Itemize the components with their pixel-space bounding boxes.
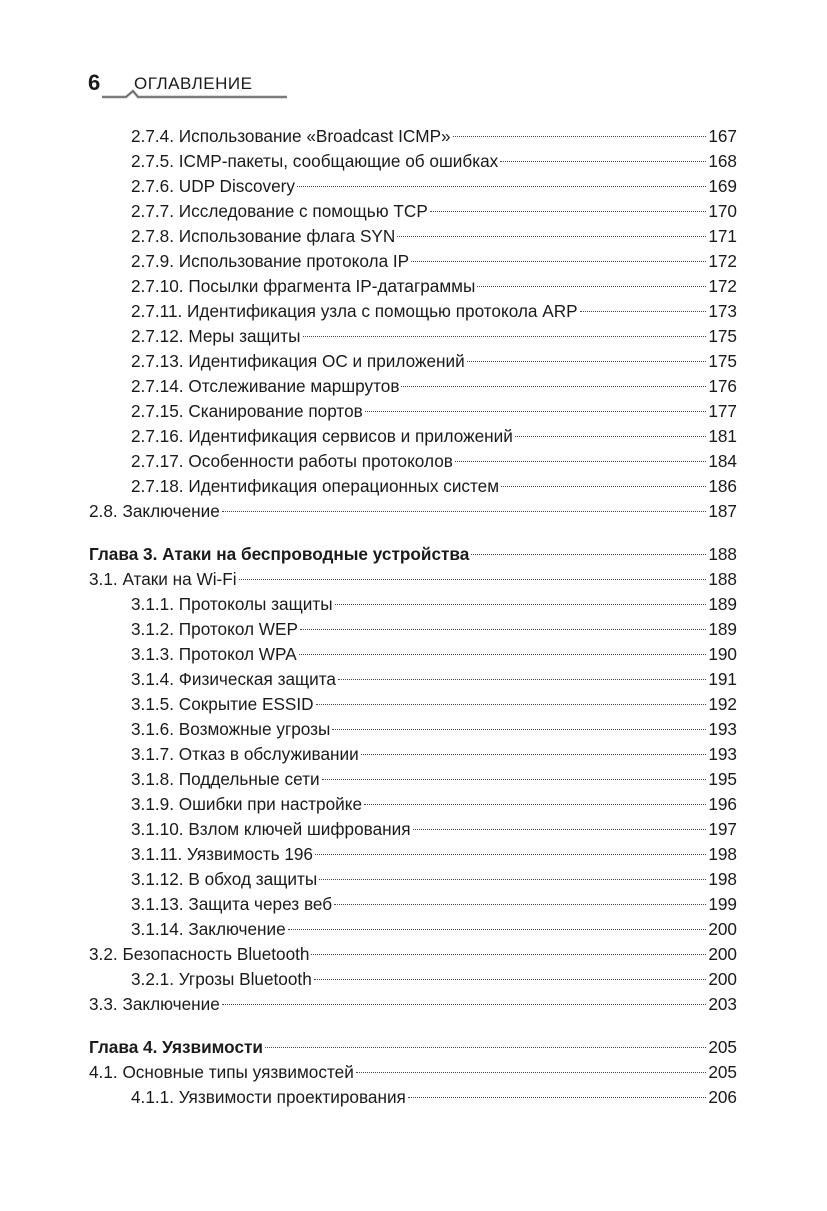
toc-entry-page: 177	[708, 401, 737, 421]
toc-leader-dots	[501, 486, 706, 487]
toc-entry-title: 2.7.14. Отслеживание маршрутов	[131, 376, 400, 396]
toc-entry-page: 169	[708, 176, 737, 196]
toc-entry	[89, 992, 737, 1017]
toc-entry	[89, 124, 737, 149]
toc-leader-dots	[338, 679, 706, 680]
toc-entry-page: 168	[708, 151, 737, 171]
toc-entry-page: 187	[708, 501, 737, 521]
toc-entry-title: 3.2. Безопасность Bluetooth	[89, 944, 310, 964]
toc-leader-dots	[316, 704, 707, 705]
toc-entry-page: 189	[708, 594, 737, 614]
toc-entry-page: 192	[708, 694, 737, 714]
toc-entry	[89, 742, 737, 767]
toc-leader-dots	[453, 136, 707, 137]
toc-leader-dots	[311, 954, 706, 955]
toc-leader-dots	[239, 579, 707, 580]
toc-entry-page: 205	[708, 1037, 737, 1057]
toc-entry-page: 172	[708, 276, 737, 296]
toc-entry	[89, 842, 737, 867]
toc-leader-dots	[455, 461, 706, 462]
toc-entry-title: 2.7.5. ICMP-пакеты, сообщающие об ошибках	[131, 151, 499, 171]
toc-entry-title: 3.1.3. Протокол WPA	[131, 644, 297, 664]
toc-leader-dots	[299, 654, 707, 655]
toc-leader-dots	[314, 979, 707, 980]
toc-leader-dots	[356, 1072, 707, 1073]
toc-entry-title: 2.7.6. UDP Discovery	[131, 176, 295, 196]
toc-entry	[89, 767, 737, 792]
toc-entry-page: 176	[708, 376, 737, 396]
toc-entry	[89, 299, 737, 324]
toc-entry-page: 175	[708, 351, 737, 371]
toc-entry-page: 196	[708, 794, 737, 814]
toc-entry-page: 199	[708, 894, 737, 914]
toc-leader-dots	[361, 754, 707, 755]
toc-entry-page: 200	[708, 944, 737, 964]
toc-leader-dots	[334, 904, 706, 905]
toc-leader-dots	[413, 829, 707, 830]
toc-entry	[89, 892, 737, 917]
toc-entry-title: 3.1.9. Ошибки при настройке	[131, 794, 363, 814]
toc-leader-dots	[365, 411, 707, 412]
toc-entry	[89, 1060, 737, 1085]
toc-leader-dots	[300, 629, 706, 630]
toc-entry-page: 188	[708, 544, 737, 564]
toc-entry	[89, 817, 737, 842]
toc-entry	[89, 449, 737, 474]
toc-entry-title: 3.1.7. Отказ в обслуживании	[131, 744, 359, 764]
toc-entry	[89, 1085, 737, 1110]
toc-entry-title: 4.1.1. Уязвимости проектирования	[131, 1087, 406, 1107]
toc-entry	[89, 942, 737, 967]
toc-entry-page: 203	[708, 994, 737, 1014]
header-title: ОГЛАВЛЕНИЕ	[134, 74, 253, 93]
toc-entry	[89, 592, 737, 617]
toc-leader-dots	[430, 211, 707, 212]
toc-leader-dots	[335, 604, 707, 605]
toc-entry-page: 189	[708, 619, 737, 639]
toc-entry	[89, 374, 737, 399]
page-number: 6	[88, 70, 101, 95]
toc-entry-title: 3.1.4. Физическая защита	[131, 669, 336, 689]
toc-gap	[89, 1017, 737, 1035]
toc-entry-title: 2.7.9. Использование протокола IP	[131, 251, 410, 271]
toc-entry-page: 186	[708, 476, 737, 496]
toc-leader-dots	[322, 779, 707, 780]
toc-entry-title: 2.7.8. Использование флага SYN	[131, 226, 396, 246]
toc-leader-dots	[222, 511, 707, 512]
toc-entry	[89, 149, 737, 174]
toc-leader-dots	[303, 336, 707, 337]
toc-block-3	[89, 1035, 737, 1110]
toc-leader-dots	[411, 261, 706, 262]
toc-entry-title: 3.1. Атаки на Wi-Fi	[89, 569, 237, 589]
toc-entry	[89, 499, 737, 524]
toc-leader-dots	[319, 879, 706, 880]
toc-entry-title: 2.7.13. Идентификация ОС и приложений	[131, 351, 465, 371]
toc-entry-page: 195	[708, 769, 737, 789]
toc-entry-title: 2.7.16. Идентификация сервисов и приложений	[131, 426, 513, 446]
toc-entry-page: 205	[708, 1062, 737, 1082]
toc-leader-dots	[222, 1004, 707, 1005]
toc-entry	[89, 792, 737, 817]
toc-entry-page: 191	[708, 669, 737, 689]
toc-leader-dots	[580, 311, 707, 312]
toc-leader-dots	[288, 929, 707, 930]
toc-entry	[89, 917, 737, 942]
toc-entry-title: 2.7.17. Особенности работы протоколов	[131, 451, 453, 471]
toc-entry-title: 3.3. Заключение	[89, 994, 220, 1014]
toc-entry	[89, 249, 737, 274]
toc-entry-title: 3.1.11. Уязвимость 196	[131, 844, 313, 864]
toc-leader-dots	[332, 729, 706, 730]
toc-chapter-entry	[89, 1035, 737, 1060]
toc-leader-dots	[265, 1047, 706, 1048]
toc-entry-page: 167	[708, 126, 737, 146]
toc-entry-title: 3.1.14. Заключение	[131, 919, 286, 939]
toc-entry-title: 2.7.18. Идентификация операционных систем	[131, 476, 500, 496]
toc-entry-page: 198	[708, 869, 737, 889]
toc-block-2	[89, 542, 737, 1017]
toc-entry-title: Глава 3. Атаки на беспроводные устройства	[89, 544, 470, 564]
table-of-contents	[89, 124, 737, 1110]
toc-leader-dots	[500, 161, 706, 162]
toc-entry-title: 4.1. Основные типы уязвимостей	[89, 1062, 354, 1082]
toc-block-1	[89, 124, 737, 524]
toc-entry-page: 193	[708, 719, 737, 739]
toc-entry	[89, 642, 737, 667]
toc-entry-title: 2.7.7. Исследование с помощью TCP	[131, 201, 428, 221]
toc-entry	[89, 617, 737, 642]
toc-entry-title: Глава 4. Уязвимости	[89, 1037, 263, 1057]
toc-entry	[89, 567, 737, 592]
toc-entry-page: 173	[708, 301, 737, 321]
toc-entry	[89, 692, 737, 717]
toc-entry-title: 2.7.15. Сканирование портов	[131, 401, 363, 421]
toc-entry-page: 198	[708, 844, 737, 864]
toc-entry-page: 193	[708, 744, 737, 764]
toc-entry-title: 3.1.6. Возможные угрозы	[131, 719, 331, 739]
toc-entry-title: 3.1.2. Протокол WEP	[131, 619, 298, 639]
toc-entry	[89, 867, 737, 892]
toc-leader-dots	[315, 854, 706, 855]
toc-entry-title: 3.1.5. Сокрытие ESSID	[131, 694, 314, 714]
toc-entry	[89, 224, 737, 249]
toc-entry-page: 184	[708, 451, 737, 471]
toc-leader-dots	[477, 286, 706, 287]
toc-entry	[89, 324, 737, 349]
toc-entry-title: 2.7.11. Идентификация узла с помощью протокола ARP	[131, 301, 578, 321]
toc-entry-title: 2.7.12. Меры защиты	[131, 326, 301, 346]
toc-entry-page: 171	[708, 226, 737, 246]
toc-entry	[89, 199, 737, 224]
toc-entry	[89, 399, 737, 424]
toc-leader-dots	[364, 804, 706, 805]
toc-entry-title: 3.1.12. В обход защиты	[131, 869, 318, 889]
toc-leader-dots	[408, 1097, 706, 1098]
toc-leader-dots	[471, 554, 706, 555]
toc-entry-page: 170	[708, 201, 737, 221]
toc-entry-page: 200	[708, 919, 737, 939]
toc-entry	[89, 667, 737, 692]
toc-entry-page: 188	[708, 569, 737, 589]
toc-entry	[89, 474, 737, 499]
toc-entry-title: 3.1.1. Протоколы защиты	[131, 594, 333, 614]
toc-entry	[89, 424, 737, 449]
toc-entry-page: 197	[708, 819, 737, 839]
toc-entry	[89, 967, 737, 992]
toc-entry-title: 2.7.10. Посылки фрагмента IP-датаграммы	[131, 276, 476, 296]
toc-leader-dots	[397, 236, 706, 237]
toc-leader-dots	[467, 361, 707, 362]
toc-entry-title: 2.7.4. Использование «Broadcast ICMP»	[131, 126, 451, 146]
toc-entry-page: 206	[708, 1087, 737, 1107]
toc-entry	[89, 274, 737, 299]
page-header	[88, 68, 288, 108]
toc-entry-page: 172	[708, 251, 737, 271]
toc-entry-title: 3.1.13. Защита через веб	[131, 894, 333, 914]
toc-entry-page: 181	[708, 426, 737, 446]
toc-entry-title: 3.1.10. Взлом ключей шифрования	[131, 819, 411, 839]
toc-entry-title: 2.8. Заключение	[89, 501, 220, 521]
toc-leader-dots	[297, 186, 706, 187]
toc-entry-page: 190	[708, 644, 737, 664]
toc-entry-page: 200	[708, 969, 737, 989]
toc-leader-dots	[401, 386, 706, 387]
toc-entry-title: 3.2.1. Угрозы Bluetooth	[131, 969, 312, 989]
toc-entry-title: 3.1.8. Поддельные сети	[131, 769, 320, 789]
toc-entry-page: 175	[708, 326, 737, 346]
toc-entry	[89, 349, 737, 374]
toc-gap	[89, 524, 737, 542]
toc-entry	[89, 174, 737, 199]
toc-chapter-entry	[89, 542, 737, 567]
toc-leader-dots	[515, 436, 706, 437]
toc-entry	[89, 717, 737, 742]
